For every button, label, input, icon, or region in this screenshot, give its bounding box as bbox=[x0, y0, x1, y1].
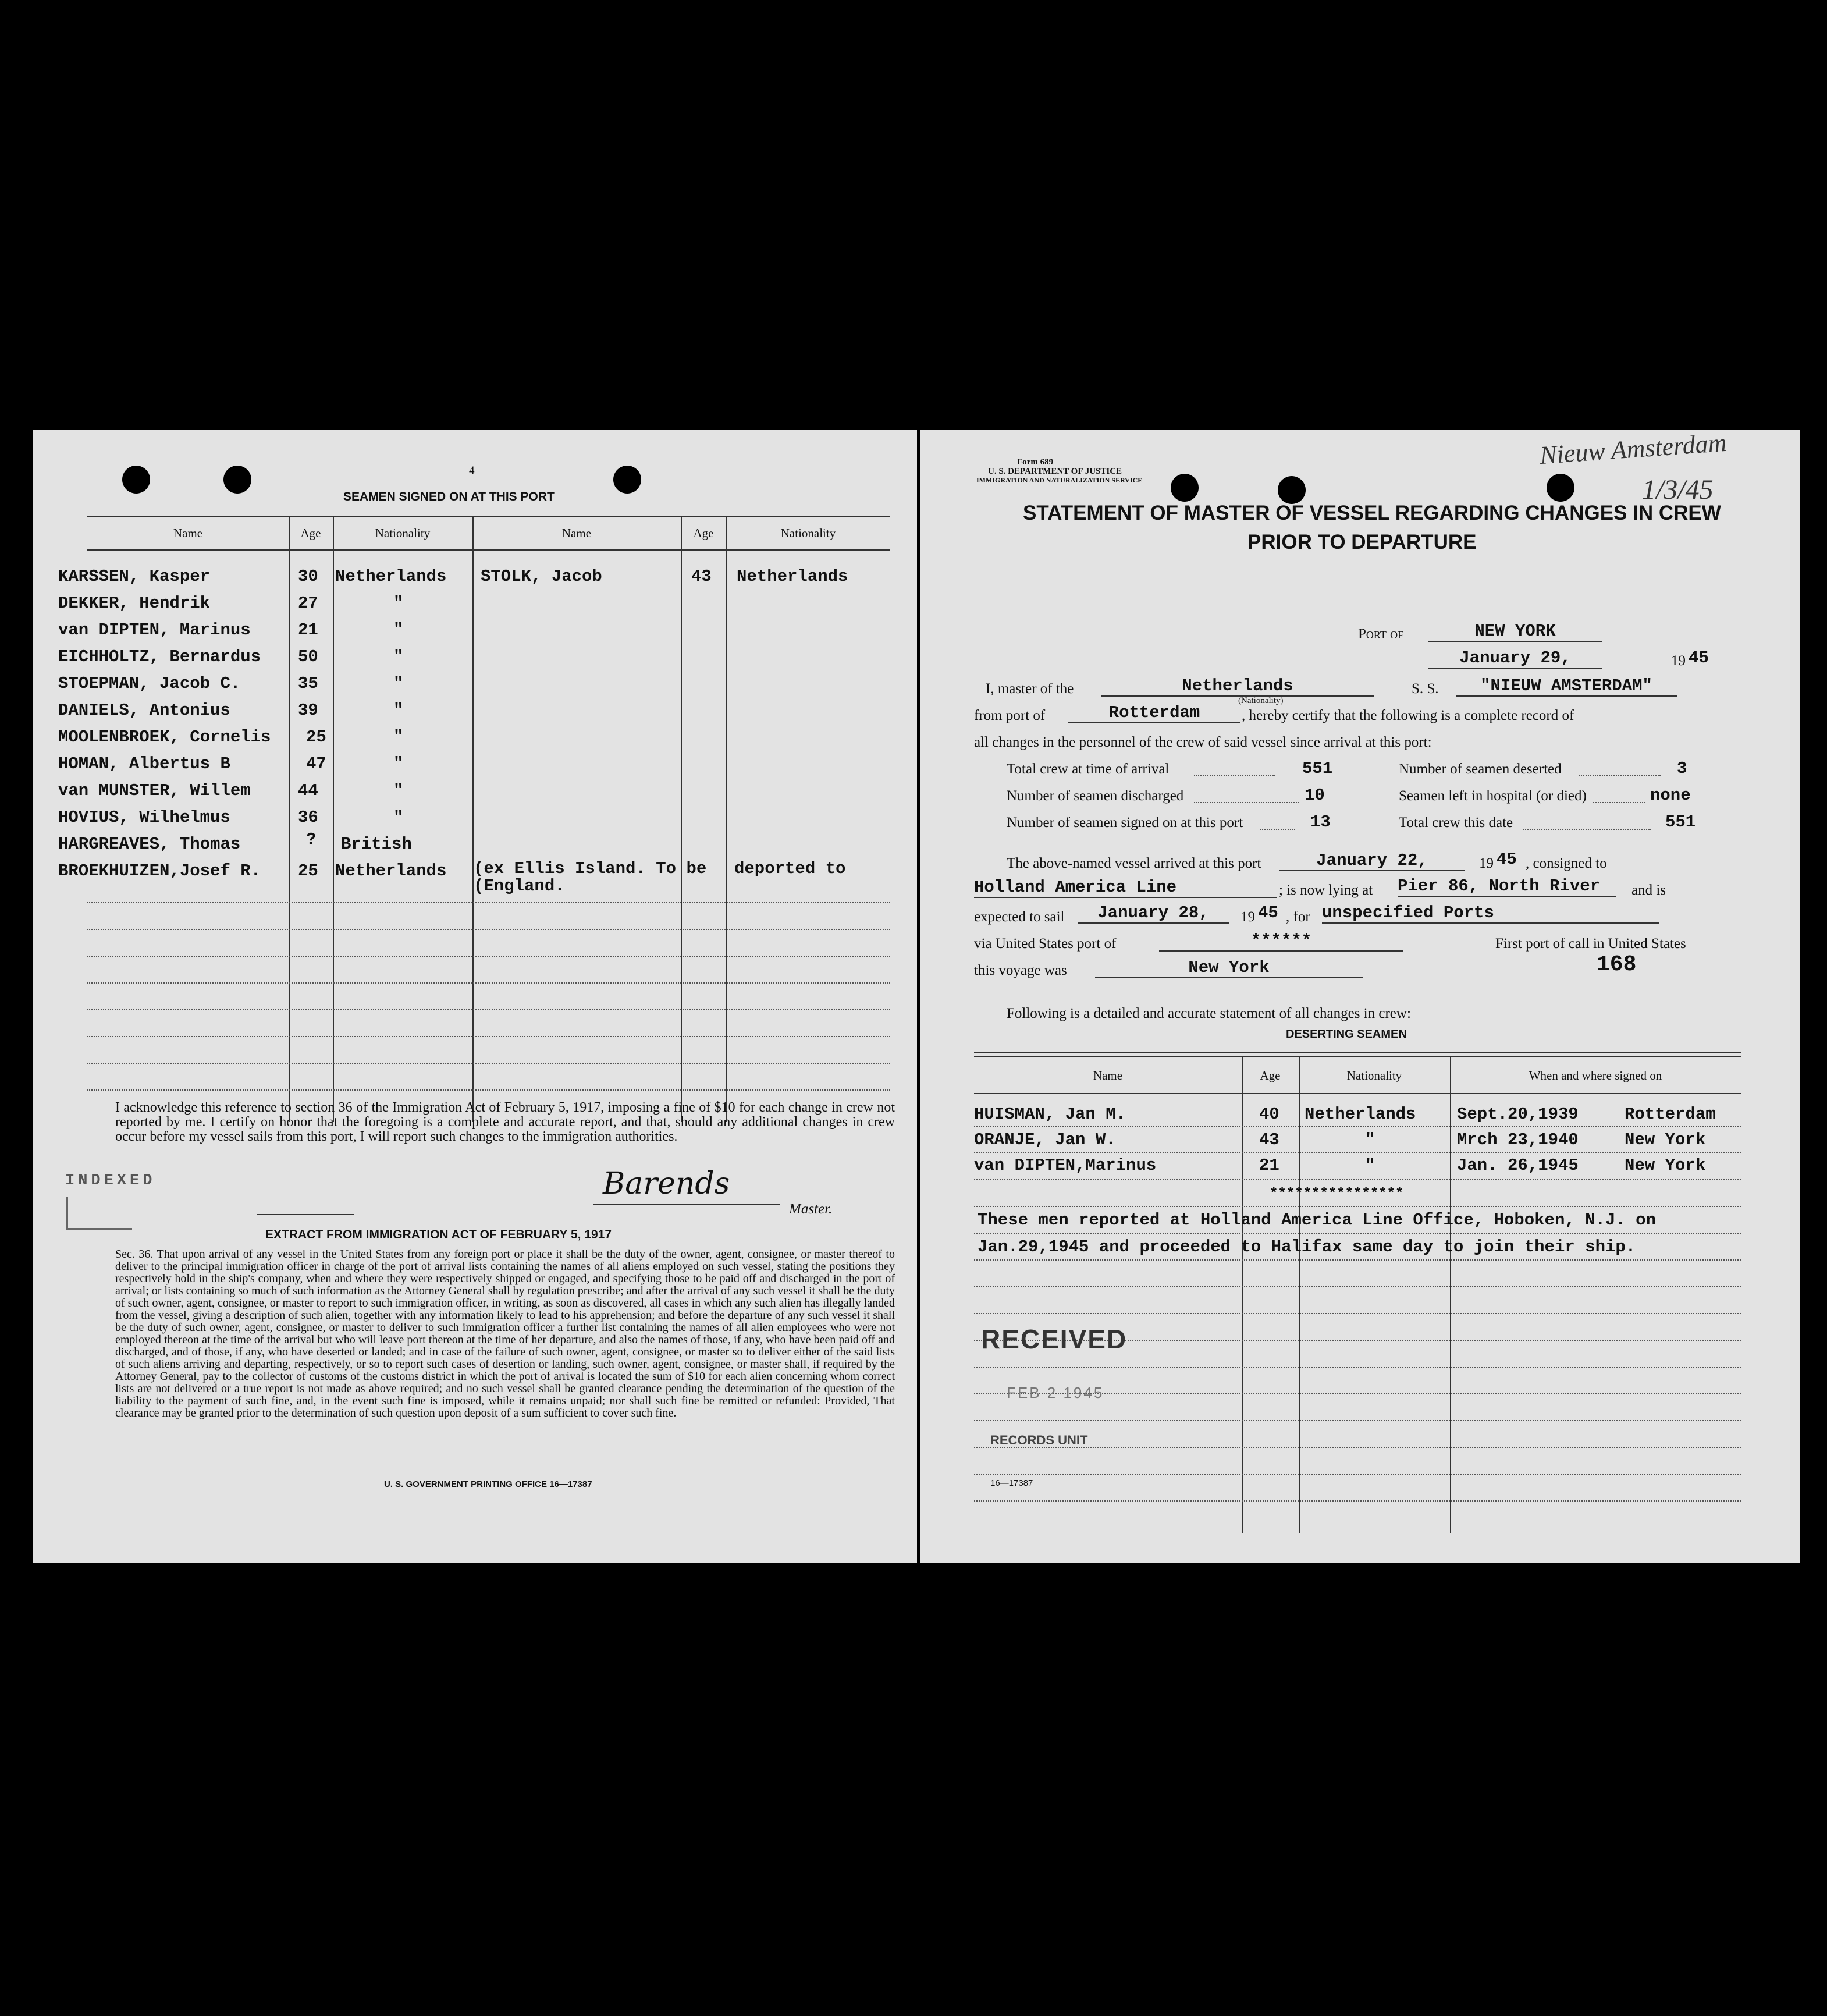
punch-hole bbox=[1278, 476, 1306, 504]
total-crew-arrival: 551 bbox=[1302, 759, 1333, 778]
voyage-label: this voyage was bbox=[974, 963, 1067, 978]
sail-year: 45 bbox=[1258, 903, 1278, 922]
seaman-name: van DIPTEN, Marinus bbox=[58, 620, 251, 640]
col-header-signed-on: When and where signed on bbox=[1529, 1069, 1662, 1082]
deserter-signed-date: Jan. 26,1945 bbox=[1457, 1156, 1579, 1175]
seaman-name: KARSSEN, Kasper bbox=[58, 567, 211, 586]
deportation-note: (ex Ellis Island. To be bbox=[474, 859, 707, 878]
seaman-age: 36 bbox=[298, 808, 318, 827]
discharged-count: 10 bbox=[1305, 786, 1325, 805]
sail-date: January 28, bbox=[1078, 903, 1229, 924]
for-label: , for bbox=[1286, 909, 1310, 925]
handwritten-ship-name: Nieuw Amsterdam bbox=[1538, 428, 1728, 470]
punch-hole bbox=[1547, 474, 1574, 502]
seaman-nationality: " bbox=[393, 781, 404, 800]
hospital-count: none bbox=[1650, 786, 1691, 805]
received-stamp: RECEIVED bbox=[981, 1324, 1128, 1354]
master-signature: Barends bbox=[603, 1166, 730, 1201]
ss-label: S. S. bbox=[1412, 681, 1439, 697]
seaman-name: STOLK, Jacob bbox=[481, 567, 602, 586]
seaman-nationality: Netherlands bbox=[335, 567, 447, 586]
seaman-age: 25 bbox=[306, 727, 326, 747]
via-label: via United States port of bbox=[974, 936, 1117, 952]
remarks-line: These men reported at Holland America Line Office, Hoboken, N.J. on bbox=[978, 1211, 1656, 1230]
arrived-year: 45 bbox=[1497, 850, 1517, 869]
voyage-value: New York bbox=[1095, 958, 1363, 978]
arrived-date: January 22, bbox=[1279, 851, 1465, 871]
total-crew-date: 551 bbox=[1665, 812, 1696, 832]
col-header-age: Age bbox=[300, 526, 321, 540]
destination: unspecified Ports bbox=[1322, 903, 1659, 924]
punch-hole bbox=[122, 466, 150, 494]
seaman-name: HOMAN, Albertus B bbox=[58, 754, 230, 773]
and-is-label: and is bbox=[1631, 882, 1666, 898]
records-unit-stamp: RECORDS UNIT bbox=[990, 1433, 1088, 1447]
col-header-name: Name bbox=[561, 526, 592, 540]
consigned-label: , consigned to bbox=[1526, 856, 1607, 871]
deserter-name: HUISMAN, Jan M. bbox=[974, 1105, 1126, 1124]
certify-text: , hereby certify that the following is a complete record of bbox=[1242, 708, 1574, 723]
deserted-label: Number of seamen deserted bbox=[1399, 761, 1562, 777]
arrived-label: The above-named vessel arrived at this port bbox=[1007, 856, 1261, 871]
seaman-age: 39 bbox=[298, 701, 318, 720]
master-label: Master. bbox=[789, 1201, 833, 1217]
deportation-note-line2: (England. bbox=[474, 876, 565, 896]
deserter-signed-place: New York bbox=[1625, 1130, 1706, 1149]
deserter-signed-place: Rotterdam bbox=[1625, 1105, 1716, 1124]
service: IMMIGRATION AND NATURALIZATION SERVICE bbox=[976, 476, 1143, 484]
remarks-line: Jan.29,1945 and proceeded to Halifax same day to join their ship. bbox=[978, 1237, 1636, 1257]
seaman-name: STOEPMAN, Jacob C. bbox=[58, 674, 241, 693]
seaman-age: 35 bbox=[298, 674, 318, 693]
form-number: Form 689 bbox=[1017, 457, 1054, 467]
deserter-age: 21 bbox=[1259, 1156, 1279, 1175]
certify-text-2: all changes in the personnel of the crew of said vessel since arrival at this port: bbox=[974, 734, 1432, 750]
seaman-age: 30 bbox=[298, 567, 318, 586]
seaman-name: HARGREAVES, Thomas bbox=[58, 835, 241, 854]
deserter-name: ORANJE, Jan W. bbox=[974, 1130, 1116, 1149]
discharged-label: Number of seamen discharged bbox=[1007, 788, 1184, 804]
nationality-caption: (Nationality) bbox=[1238, 696, 1284, 705]
deserter-age: 40 bbox=[1259, 1105, 1279, 1124]
indexed-stamp-box bbox=[66, 1197, 132, 1230]
total-crew-date-label: Total crew this date bbox=[1399, 815, 1513, 830]
department: U. S. DEPARTMENT OF JUSTICE bbox=[988, 467, 1122, 476]
seaman-age: 44 bbox=[298, 781, 318, 800]
printer-line: U. S. GOVERNMENT PRINTING OFFICE 16—17387 bbox=[384, 1479, 592, 1489]
deportation-note-end: deported to bbox=[734, 859, 846, 878]
section-header: SEAMEN SIGNED ON AT THIS PORT bbox=[343, 490, 555, 503]
seaman-nationality: British bbox=[341, 835, 412, 854]
seaman-name: HOVIUS, Wilhelmus bbox=[58, 808, 230, 827]
page-number: 4 bbox=[469, 464, 475, 477]
seaman-nationality: " bbox=[393, 647, 404, 666]
acknowledgement-text: I acknowledge this reference to section 36 of the Immigration Act of February 5, 1917, imposing a fine of $10 for each change in crew not reported by me. I certify on honor that the foregoing is a complete and accurate report, and that, should any additional changes in crew occur before my vessel sails from this port, I will report such changes to the immigration authorities. bbox=[115, 1100, 895, 1144]
deserter-age: 43 bbox=[1259, 1130, 1279, 1149]
seaman-age: 27 bbox=[298, 594, 318, 613]
port-label: Port of bbox=[1358, 626, 1404, 642]
deserting-header: DESERTING SEAMEN bbox=[1286, 1028, 1407, 1041]
seaman-nationality: " bbox=[393, 620, 404, 640]
seaman-age: 47 bbox=[306, 754, 326, 773]
first-port-label: First port of call in United States bbox=[1495, 936, 1686, 952]
seaman-name: EICHHOLTZ, Bernardus bbox=[58, 647, 261, 666]
punch-hole bbox=[223, 466, 251, 494]
consignee: Holland America Line bbox=[974, 878, 1277, 898]
year-prefix: 19 bbox=[1671, 653, 1686, 669]
col-header-name: Name bbox=[173, 526, 203, 540]
seaman-name: van MUNSTER, Willem bbox=[58, 781, 251, 800]
form-subtitle: PRIOR TO DEPARTURE bbox=[1247, 531, 1477, 553]
arrived-year-prefix: 19 bbox=[1479, 856, 1494, 871]
seaman-age: 50 bbox=[298, 647, 318, 666]
seaman-nationality: " bbox=[393, 754, 404, 773]
via-value: ****** bbox=[1159, 931, 1403, 952]
deserted-count: 3 bbox=[1677, 759, 1687, 778]
sail-year-prefix: 19 bbox=[1240, 909, 1255, 925]
deserter-nationality: Netherlands bbox=[1305, 1105, 1416, 1124]
seaman-age: ? bbox=[306, 830, 317, 849]
signed-on-count: 13 bbox=[1310, 812, 1331, 832]
right-page bbox=[920, 430, 1800, 1563]
hospital-label: Seamen left in hospital (or died) bbox=[1399, 788, 1587, 804]
seaman-nationality: Netherlands bbox=[737, 567, 848, 586]
deserter-signed-date: Mrch 23,1940 bbox=[1457, 1130, 1579, 1149]
extract-text: Sec. 36. That upon arrival of any vessel in the United States from any foreign port or place it shall be the duty of the owner, agent, consignee, or master thereof to deliver to the principal immigration officer in charge of the port of arrival lists containing the names of all aliens employed on such vessel, stating the positions they respectively hold in the ship's company, when and where they were respectively shipped or engaged, and specifying those to be paid off and discharged in the port of arrival; or lists containing so much of such information as the Attorney General shall by regulation prescribe; and after the arrival of any such vessel it shall be the duty of such owner, agent, consignee, or master to report to such immigration officer, in writing, as soon as discovered, all cases in which any such alien has illegally landed from the vessel, giving a description of such alien, together with any information likely to lead to his apprehension; and before the departure of any such vessel it shall be the duty of such owner, agent, consignee, or master to deliver to such immigration officer a further list containing the names of all alien employees who were not employed thereon at the time of the arrival but who will leave port thereon at the time of her departure, and also the names of those, if any, who have been paid off and discharged, and of those, if any, who have deserted or landed; and in case of the failure of such owner, agent, consignee, or master so to deliver either of the said lists of such aliens arriving and departing, respectively, or so to report such cases of desertion or landing, such owner, agent, consignee, or master shall, if required by the Attorney General, pay to the collector of customs of the customs district in which the port of arrival is located the sum of $10 for each alien concerning whom correct lists are not delivered or a true report is not made as above required; and no such vessel shall be granted clearance pending the determination of the question of the liability to the payment of such fine, and, in the event such fine is imposed, while it remains unpaid; nor shall such fine be remitted or refunded: Provided, That clearance may be granted prior to the determination of such question upon deposit of a sum sufficient to cover such fine. bbox=[115, 1248, 895, 1419]
deserter-signed-date: Sept.20,1939 bbox=[1457, 1105, 1579, 1124]
ship-value: "NIEUW AMSTERDAM" bbox=[1456, 676, 1677, 697]
handwritten-code: 1/3/45 bbox=[1642, 474, 1714, 505]
total-crew-arrival-label: Total crew at time of arrival bbox=[1007, 761, 1170, 777]
from-port-value: Rotterdam bbox=[1068, 703, 1240, 723]
received-stamp-date: FEB 2 1945 bbox=[1007, 1384, 1104, 1401]
remarks bbox=[978, 1207, 1728, 1261]
deserter-nationality: " bbox=[1365, 1156, 1375, 1175]
indexed-stamp: INDEXED bbox=[65, 1172, 156, 1190]
punch-hole bbox=[613, 466, 641, 494]
deserter-nationality: " bbox=[1365, 1130, 1375, 1149]
left-page bbox=[33, 430, 917, 1563]
col-header-nationality: Nationality bbox=[375, 526, 431, 540]
seaman-nationality: " bbox=[393, 727, 404, 747]
extract-title: EXTRACT FROM IMMIGRATION ACT OF FEBRUARY 5, 1917 bbox=[265, 1228, 612, 1241]
year-value: 45 bbox=[1689, 648, 1709, 668]
seaman-age: 25 bbox=[298, 861, 318, 881]
from-port-label: from port of bbox=[974, 708, 1046, 723]
col-header-age: Age bbox=[1260, 1069, 1281, 1082]
seaman-nationality: " bbox=[393, 808, 404, 827]
deserter-name: van DIPTEN,Marinus bbox=[974, 1156, 1157, 1175]
form-title: STATEMENT OF MASTER OF VESSEL REGARDING CHANGES IN CREW bbox=[1023, 502, 1721, 524]
seaman-age: 43 bbox=[691, 567, 712, 586]
seaman-nationality: " bbox=[393, 701, 404, 720]
separator-stars: **************** bbox=[1270, 1186, 1404, 1202]
seaman-nationality: " bbox=[393, 594, 404, 613]
expected-label: expected to sail bbox=[974, 909, 1065, 925]
nationality-value: Netherlands bbox=[1101, 676, 1374, 697]
lying-label: ; is now lying at bbox=[1279, 882, 1373, 898]
seaman-age: 21 bbox=[298, 620, 318, 640]
master-of-label: I, master of the bbox=[986, 681, 1074, 697]
port-value: NEW YORK bbox=[1428, 622, 1602, 642]
seaman-name: DEKKER, Hendrik bbox=[58, 594, 211, 613]
col-header-nationality: Nationality bbox=[1346, 1069, 1402, 1082]
col-header-name: Name bbox=[1093, 1069, 1123, 1082]
voyage-number: 168 bbox=[1597, 952, 1637, 977]
seaman-name: BROEKHUIZEN,Josef R. bbox=[58, 861, 261, 881]
col-header-nationality: Nationality bbox=[780, 526, 836, 540]
footer-code: 16—17387 bbox=[990, 1478, 1033, 1488]
seaman-name: DANIELS, Antonius bbox=[58, 701, 230, 720]
seaman-name: MOOLENBROEK, Cornelis bbox=[58, 727, 271, 747]
date-value: January 29, bbox=[1428, 648, 1602, 669]
signed-on-label: Number of seamen signed on at this port bbox=[1007, 815, 1243, 830]
punch-hole bbox=[1171, 474, 1199, 502]
following-text: Following is a detailed and accurate statement of all changes in crew: bbox=[1007, 1006, 1411, 1021]
seaman-nationality: " bbox=[393, 674, 404, 693]
seaman-nationality: Netherlands bbox=[335, 861, 447, 881]
deserter-signed-place: New York bbox=[1625, 1156, 1706, 1175]
lying-value: Pier 86, North River bbox=[1398, 876, 1616, 897]
col-header-age: Age bbox=[693, 526, 714, 540]
